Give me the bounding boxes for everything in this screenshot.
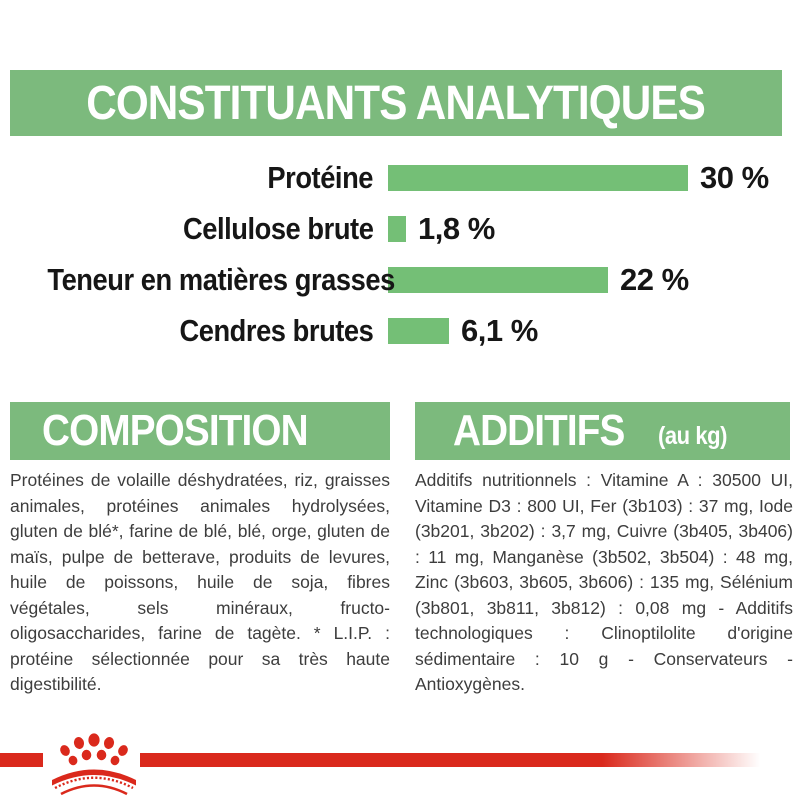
composition-body-text: Protéines de volaille déshydratées, riz, graisses animales, protéines animales hydrolysées, gluten de blé*, farine de blé, blé, orge, gluten de maïs, pulpe de betterave, produits de levures, huile de poissons, huile de soja, fibres végétales, sels minéraux, fructo-oligosaccharides, farine de tagète. * L.I.P. : protéine sélectionnée pour sa très haute digestibilité. — [10, 470, 390, 694]
composition-title: COMPOSITION — [42, 406, 308, 455]
chart-value-label: 1,8 % — [418, 210, 495, 246]
chart-category-label: Protéine — [267, 159, 373, 195]
chart-category-label: Cellulose brute — [182, 210, 373, 246]
chart-bar — [388, 318, 449, 344]
composition-header — [10, 402, 390, 460]
additifs-header — [415, 402, 790, 460]
additifs-title-suffix: (au kg) — [657, 421, 727, 450]
footer-stripe — [140, 753, 800, 767]
footer-stripe-left — [0, 753, 43, 767]
chart-bar — [388, 165, 688, 191]
chart-category-label: Teneur en matières grasses — [47, 261, 395, 297]
chart-value-label: 6,1 % — [461, 312, 538, 348]
analytical-chart — [0, 152, 800, 356]
royal-canin-crown-icon — [46, 732, 142, 796]
chart-value-label: 30 % — [700, 159, 769, 195]
analytical-constituents-header — [10, 70, 782, 136]
chart-value-label: 22 % — [620, 261, 689, 297]
additifs-title: ADDITIFS — [453, 406, 625, 455]
additifs-body-text: Additifs nutritionnels : Vitamine A : 30500 UI, Vitamine D3 : 800 UI, Fer (3b103) : 37 mg, Iode (3b201, 3b202) : 3,7 mg, Cuivre (3b405, 3b406) : 11 mg, Manganèse (3b502, 3b504) : 48 mg, Zinc (3b603, 3b605, 3b606) : 135 mg, Sélénium (3b801, 3b811, 3b812) : 0,08 mg - Additifs technologiques : Clinoptilolite d'origine sédimentaire : 10 g - Conservateurs - Antioxygènes. — [415, 470, 793, 694]
chart-category-label: Cendres brutes — [179, 312, 373, 348]
chart-row — [0, 203, 800, 254]
chart-bar — [388, 267, 608, 293]
chart-row — [0, 152, 800, 203]
chart-row — [0, 305, 800, 356]
chart-row — [0, 254, 800, 305]
chart-bar — [388, 216, 406, 242]
analytical-constituents-title: CONSTITUANTS ANALYTIQUES — [86, 76, 706, 130]
